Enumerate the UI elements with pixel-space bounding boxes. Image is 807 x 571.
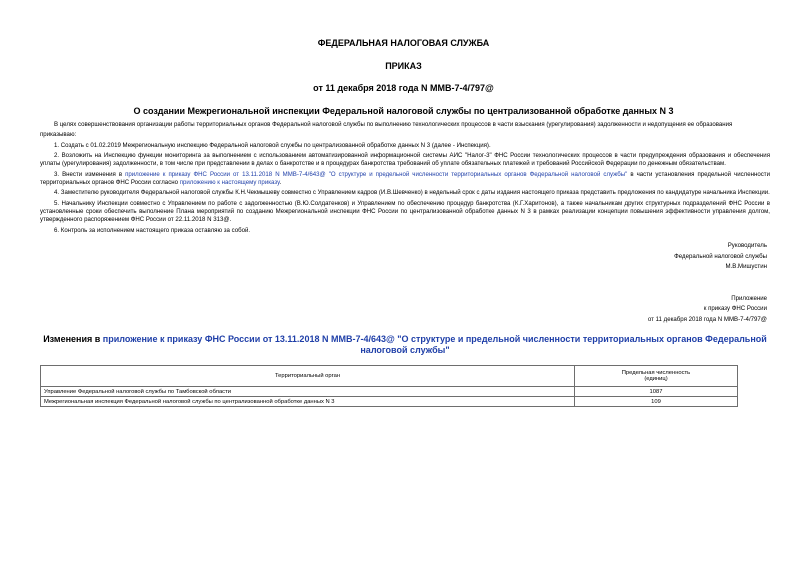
signature-block [507, 241, 767, 273]
document-title: О создании Межрегиональной инспекции Федеральной налоговой службы по централизованной обработке данных N 3 [133, 106, 674, 116]
document-body [40, 121, 770, 237]
table-header-count-line2: (единиц) [644, 376, 668, 382]
agency-name: ФЕДЕРАЛЬНАЯ НАЛОГОВАЯ СЛУЖБА [317, 38, 490, 48]
item-3 [40, 171, 770, 188]
appendix-order-date: от 11 декабря 2018 года N ММВ-7-4/797@ [647, 315, 767, 323]
signer-position: Руководитель [727, 242, 767, 249]
table-header-count [575, 366, 738, 387]
item-3-prefix: 3. Внести изменения в [54, 170, 126, 178]
document-date-number: от 11 декабря 2018 года N ММВ-7-4/797@ [313, 83, 494, 93]
preamble: В целях совершенствования организации работы территориальных органов Федеральной налоговой службы по выполнению технологических процессов в части взыскания (урегулирования) задолженности и недопущения ее образования [54, 121, 733, 128]
numbers-table [40, 365, 738, 407]
appendix-label: Приложение [731, 295, 767, 302]
table-header-organ: Территориальный орган [41, 366, 575, 387]
item-1: 1. Создать с 01.02.2019 Межрегиональную инспекцию Федеральной налоговой службы по централизованной обработке данных N 3 (далее - Инспекция). [54, 141, 491, 149]
table-header-count-line1: Предельная численность [621, 370, 691, 376]
changes-title [40, 334, 770, 355]
table-row [41, 397, 738, 407]
table-cell-organ: Межрегиональная инспекция Федеральной налоговой службы по централизованной обработке данных N 3 [41, 397, 575, 407]
item-6: 6. Контроль за исполнением настоящего приказа оставляю за собой. [54, 226, 251, 234]
order-word: приказываю: [40, 131, 77, 139]
appendix-order-ref: к приказу ФНС России [703, 305, 767, 313]
changes-prefix: Изменения в [43, 334, 103, 344]
table-cell-count: 1087 [575, 387, 738, 397]
item-5: 5. Начальнику Инспекции совместно с Управлением по работе с задолженностью (В.Ю.Солдатенков) и Управлением по обеспечению процедур банкротства (К.Г.Харитонов), а также начальникам других структурных подразделений ФНС России в установленные сроки обеспечить выполнение Плана мероприятий по созданию Межрегиональной инспекции ФНС России по централизованной обработке данных N 3 в рамках реализации концепции повышения эффективности управления долгом, утвержденного распоряжением ФНС России от 22.11.2018 N 313@. [40, 199, 770, 224]
appendix-header [467, 294, 767, 325]
item-4: 4. Заместителю руководителя Федеральной налоговой службы К.Н.Чекмышеву совместно с Управлением кадров (И.В.Шевченко) в недельный срок с даты издания настоящего приказа представить предложения по кандидатуре начальника Инспекции. [54, 189, 770, 197]
item-3-middle: в части установления предельной численности территориальных органов ФНС России согласно [40, 170, 770, 186]
table-cell-count: 109 [575, 397, 738, 407]
table-row [41, 387, 738, 397]
document-type: ПРИКАЗ [385, 61, 422, 71]
signer-organization: Федеральной налоговой службы [674, 252, 767, 260]
signer-name: М.В.Мишустин [725, 263, 767, 270]
table-header-row [41, 366, 738, 387]
structure-order-link[interactable]: приложение к приказу ФНС России от 13.11.2018 N ММВ-7-4/643@ "О структуре и предельной численности территориальных органов Федеральной налоговой службы" [125, 170, 628, 178]
item-2: 2. Возложить на Инспекцию функции мониторинга за выполнением с использованием автоматизированной информационной системы АИС "Налог-3" ФНС России технологических процессов в части предупреждения образования и обеспечения уплаты (урегулирования) задолженности, в том числе при представлении в делах о банкротстве и в процедурах банкротства требований об уплате обязательных платежей и требований Российской Федерации по денежным обязательствам. [40, 151, 770, 168]
item-3-suffix: . [279, 179, 282, 186]
appendix-link[interactable]: приложению к настоящему приказу [179, 179, 280, 186]
table-cell-organ: Управление Федеральной налоговой службы по Тамбовской области [41, 387, 575, 397]
changes-order-link[interactable]: приложение к приказу ФНС России от 13.11.2018 N ММВ-7-4/643@ "О структуре и предельной численности территориальных органов Федеральной налоговой службы" [102, 334, 767, 355]
